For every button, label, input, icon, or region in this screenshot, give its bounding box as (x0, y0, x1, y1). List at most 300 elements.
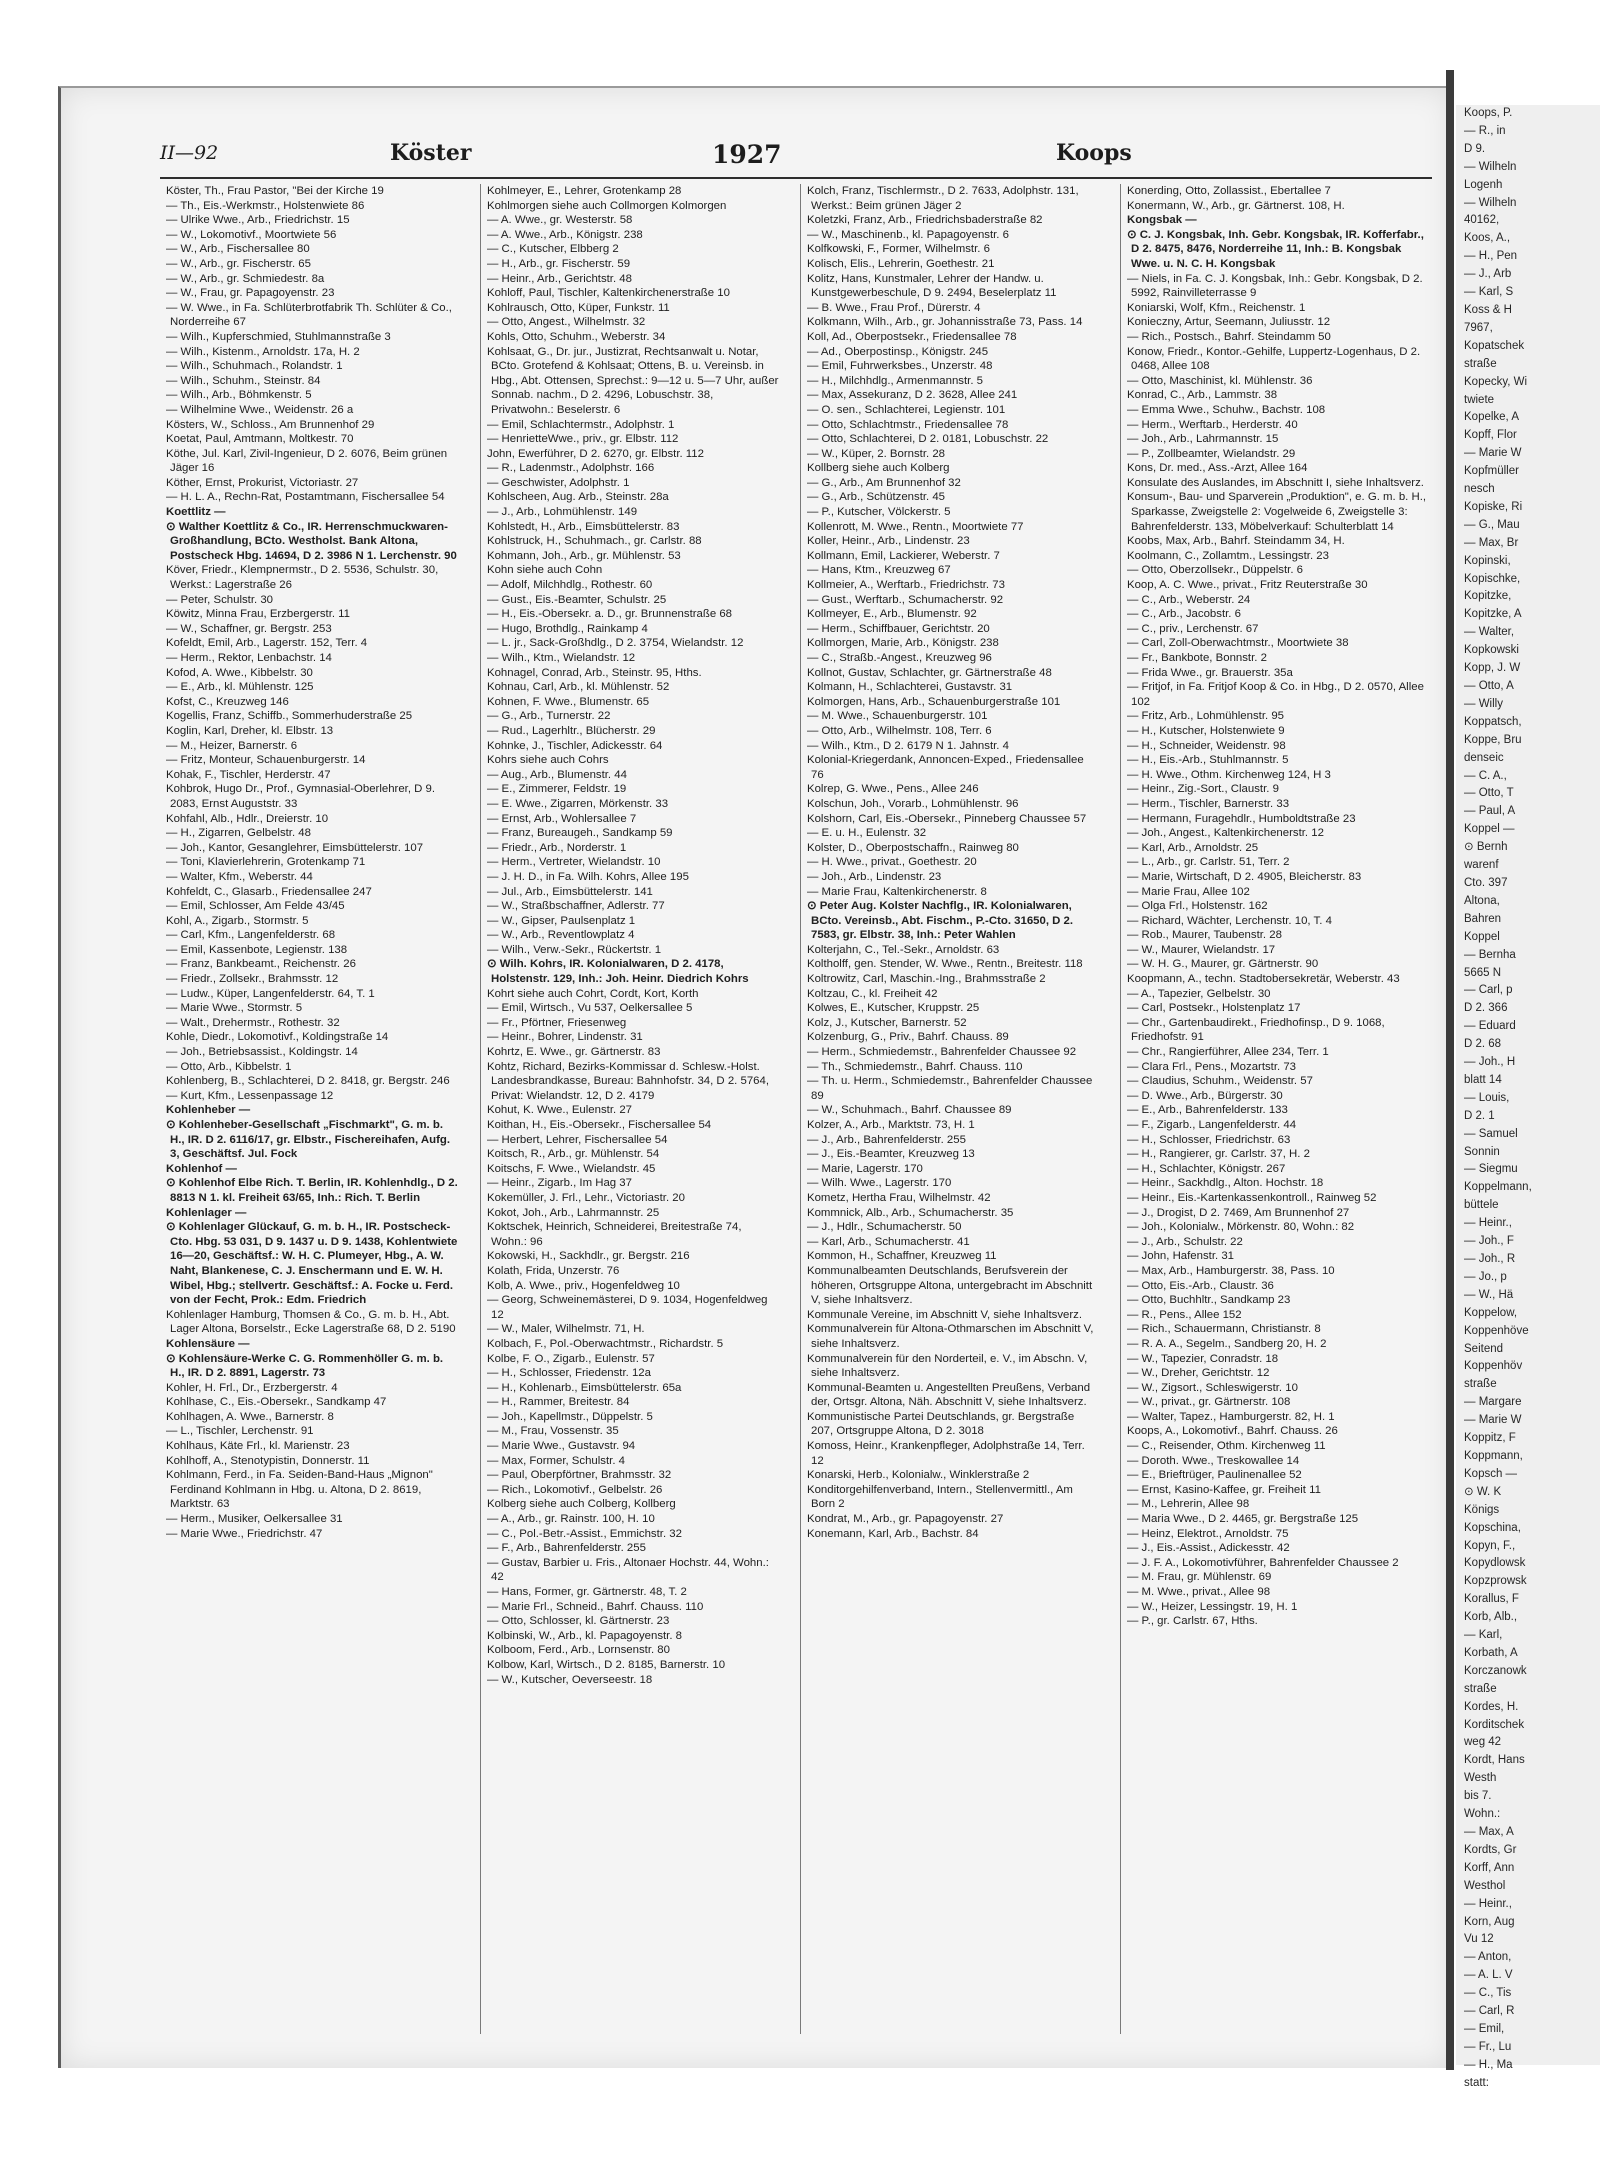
adjacent-page-fragment: — Margare (1464, 1396, 1522, 1409)
directory-entry: — Herm., Tischler, Barnerstr. 33 (1127, 797, 1290, 810)
directory-entry: — Toni, Klavierlehrerin, Grotenkamp 71 (166, 856, 366, 869)
directory-entry: — Wilh., Arb., Böhmkenstr. 5 (166, 389, 312, 402)
directory-entry: Koktschek, Heinrich, Schneiderei, Breitestraße 74, Wohn.: 96 (487, 1221, 742, 1248)
directory-entry: — Walter, Kfm., Weberstr. 44 (166, 870, 313, 883)
directory-entry: — Otto, Maschinist, kl. Mühlenstr. 36 (1127, 374, 1313, 387)
directory-entry: — C., priv., Lerchenstr. 67 (1127, 622, 1259, 635)
directory-entry: — Ernst, Kasino-Kaffee, gr. Freiheit 11 (1127, 1483, 1321, 1496)
adjacent-page-fragment: Korallus, F (1464, 1593, 1519, 1606)
directory-entry: Kofeldt, Emil, Arb., Lagerstr. 152, Terr. 4 (166, 637, 368, 650)
directory-entry: — Geschwister, Adolphstr. 1 (487, 476, 630, 489)
directory-entry: Kollmorgen, Marie, Arb., Königstr. 238 (807, 637, 999, 650)
directory-entry: ⊙ Walther Koettlitz & Co., IR. Herrenschmuckwaren-Großhandlung, BCto. Westholst. Bank Altona, Postscheck Hbg. 14694, D 2. 3986 N 1. Lerchenstr. 90 (166, 520, 457, 562)
adjacent-page-fragment: — Willy (1464, 697, 1503, 710)
directory-entry: Kommunal-Beamten u. Angestellten Preußens, Verband der, Ortsgr. Altona, Näh. Abschnitt V, siehe Inhaltsverz. (807, 1381, 1091, 1409)
directory-entry: — H., Schlosser, Friedrichstr. 63 (1127, 1133, 1291, 1146)
directory-entry: — Wilh. Wwe., Lagerstr. 170 (807, 1177, 952, 1190)
directory-entry: Kolitz, Hans, Kunstmaler, Lehrer der Handw. u. Kunstgewerbeschule, D 9. 2494, Beselerplatz 11 (807, 272, 1057, 300)
adjacent-page-fragment: — H., Ma (1464, 2058, 1513, 2071)
directory-entry: Kohbrok, Hugo Dr., Prof., Gymnasial-Oberlehrer, D 9. 2083, Ernst Auguststr. 33 (166, 783, 436, 810)
directory-entry: Kolfkowski, F., Former, Wilhelmstr. 6 (807, 243, 990, 256)
directory-entry: Kohlenlager — (166, 1206, 247, 1219)
adjacent-page-fragment: — A. L. V (1464, 1969, 1513, 1982)
directory-entry: — D. Wwe., Arb., Bürgerstr. 30 (1127, 1089, 1283, 1102)
adjacent-page-fragment: Korb, Alb., (1464, 1611, 1518, 1624)
directory-entry: — W., Lokomotivf., Moortwiete 56 (166, 228, 337, 241)
directory-entry: Kolmorgen, Hans, Arb., Schauenburgerstraße 101 (807, 695, 1061, 708)
column-3 (800, 184, 1105, 2034)
directory-entry: — Otto, Schlachtmstr., Friedensallee 78 (807, 418, 1009, 431)
directory-entry: — Ulrike Wwe., Arb., Friedrichstr. 15 (166, 214, 350, 227)
directory-entry: — Joh., Arb., Lindenstr. 23 (807, 870, 942, 883)
adjacent-page-fragment: büttele (1464, 1199, 1499, 1212)
adjacent-page-fragment: ⊙ W. K (1464, 1485, 1502, 1498)
directory-entry: — P., Zollbeamter, Wielandstr. 29 (1127, 447, 1296, 460)
directory-entry: Kometz, Hertha Frau, Wilhelmstr. 42 (807, 1191, 991, 1204)
directory-entry: — John, Hafenstr. 31 (1127, 1250, 1235, 1263)
directory-entry: Kohnau, Carl, Arb., kl. Mühlenstr. 52 (487, 681, 670, 694)
adjacent-page-fragment: Koppel (1464, 930, 1500, 943)
directory-entry: — W., Frau, gr. Papagoyenstr. 23 (166, 287, 335, 300)
adjacent-page-fragment: Kopitzke, A (1464, 608, 1522, 621)
directory-entry: — Fritz, Arb., Lohmühlenstr. 95 (1127, 710, 1285, 723)
directory-entry: — Otto, Angest., Wilhelmstr. 32 (487, 316, 646, 329)
directory-entry: Koolmann, C., Zollamtm., Lessingstr. 23 (1127, 549, 1329, 562)
adjacent-page-fragment: Korditschek (1464, 1718, 1525, 1731)
adjacent-page-fragment: warenf (1464, 859, 1499, 872)
adjacent-page-fragment: — Carl, R (1464, 2005, 1515, 2018)
adjacent-page-fragment: — R., in (1464, 124, 1506, 137)
directory-entry: Konieczny, Artur, Seemann, Juliusstr. 12 (1127, 316, 1331, 329)
directory-entry: — Fritjof, in Fa. Fritjof Koop & Co. in Hbg., D 2. 0570, Allee 102 (1127, 681, 1424, 708)
adjacent-page-fragment: Kordt, Hans (1464, 1754, 1525, 1767)
directory-entry: — Th., Schmiedemstr., Bahrf. Chauss. 110 (807, 1060, 1023, 1073)
directory-entry: Koobs, Max, Arb., Bahrf. Steindamm 34, H. (1127, 535, 1345, 548)
directory-entry: — H. Wwe., Othm. Kirchenweg 124, H 3 (1127, 768, 1331, 781)
directory-entry: — Joh., Arb., Lahrmannstr. 15 (1127, 433, 1279, 446)
directory-entry: — A. Wwe., Arb., Königstr. 238 (487, 228, 643, 241)
adjacent-page-fragment: — Samuel (1464, 1127, 1518, 1140)
adjacent-page-fragment: — H., Pen (1464, 250, 1518, 263)
directory-entry: — W., Maschinenb., kl. Papagoyenstr. 6 (807, 228, 1009, 241)
directory-entry: — W., Straßbschaffner, Adlerstr. 77 (487, 900, 665, 913)
adjacent-page-fragment: — Jo., p (1464, 1270, 1507, 1283)
adjacent-page-fragment: — Paul, A (1464, 805, 1516, 818)
directory-entry: — M., Heizer, Barnerstr. 6 (166, 739, 298, 752)
directory-entry: — A. Wwe., gr. Westerstr. 58 (487, 214, 633, 227)
directory-entry: Kohak, F., Tischler, Herderstr. 47 (166, 768, 331, 781)
adjacent-page-fragment: Koppitz, F (1464, 1432, 1516, 1445)
directory-entry: Kokot, Joh., Arb., Lahrmannstr. 25 (487, 1206, 660, 1219)
directory-entry: Köther, Ernst, Prokurist, Victoriastr. 27 (166, 476, 359, 489)
directory-entry: — Herm., Schmiedemstr., Bahrenfelder Chaussee 92 (807, 1046, 1077, 1059)
adjacent-page-fragment: — Bernha (1464, 948, 1516, 961)
directory-entry: — Ad., Oberpostinsp., Königstr. 245 (807, 345, 989, 358)
directory-entry: — B. Wwe., Frau Prof., Dürerstr. 4 (807, 301, 981, 314)
directory-entry: Kommunalverein für den Norderteil, e. V., im Abschn. V, siehe Inhaltsverz. (807, 1352, 1088, 1380)
directory-entry: — Marie Wwe., Stormstr. 5 (166, 1002, 303, 1015)
directory-entry: — Wilh., Ktm., Wielandstr. 12 (487, 652, 636, 664)
directory-entry: Köwitz, Minna Frau, Erzbergerstr. 11 (166, 608, 351, 621)
adjacent-page-fragment: — J., Arb (1464, 268, 1512, 281)
adjacent-page-fragment: Wohn.: (1464, 1808, 1501, 1821)
directory-entry: Kohlscheen, Aug. Arb., Steinstr. 28a (487, 491, 669, 504)
adjacent-page-fragment: — Max, A (1464, 1826, 1514, 1838)
directory-entry: — H. L. A., Rechn-Rat, Postamtmann, Fischersallee 54 (166, 491, 445, 504)
directory-entry: Kohloff, Paul, Tischler, Kaltenkirchenerstraße 10 (487, 287, 730, 300)
adjacent-page-fragment: denseic (1464, 751, 1504, 764)
directory-entry: — Georg, Schweinemästerei, D 9. 1034, Hogenfeldweg 12 (487, 1294, 768, 1321)
directory-entry: Kohlmorgen siehe auch Collmorgen Kolmorgen (487, 199, 727, 212)
directory-entry: — Marie Frau, Allee 102 (1127, 885, 1250, 898)
adjacent-page-fragment: Kopschina, (1464, 1521, 1521, 1534)
adjacent-page-fragment: straße (1464, 1682, 1497, 1695)
directory-entry: — Hugo, Brothdlg., Rainkamp 4 (487, 622, 648, 635)
directory-entry: — Wilh., Kistenm., Arnoldstr. 17a, H. 2 (166, 345, 360, 358)
directory-entry: — Karl, Arb., Schumacherstr. 41 (807, 1235, 970, 1248)
directory-entry: — Herm., Musiker, Oelkersallee 31 (166, 1513, 343, 1526)
directory-entry: Kohlsaat, G., Dr. jur., Justizrat, Rechtsanwalt u. Notar, BCto. Grotefend & Kohlsaat; Ottens, B. u. Vereinsb. in Hbg., Abt. Ottensen, Sprechst.: 9—12 u. 5—7 Uhr, außer Sonnab. nachm., D 2. 4296, Lobuschstr. 38, Privatwohn.: Beselerstr. 6 (487, 345, 779, 416)
adjacent-page-fragment: D 9. (1464, 142, 1486, 155)
directory-entry: — Emil, Fuhrwerksbes., Unzerstr. 48 (807, 360, 993, 373)
directory-entry: — Heinr., Zigarb., Im Hag 37 (487, 1177, 632, 1190)
directory-entry: John, Ewerführer, D 2. 6270, gr. Elbstr. 112 (487, 447, 704, 460)
directory-entry: — Adolf, Milchhdlg., Rothestr. 60 (487, 579, 653, 592)
directory-entry: — H., Schneider, Weidenstr. 98 (1127, 739, 1286, 752)
directory-entry: Kösters, W., Schloss., Am Brunnenhof 29 (166, 418, 375, 431)
directory-entry: Konsum-, Bau- und Sparverein „Produktion", e. G. m. b. H., Sparkasse, Zweigstelle 2: Vogelweide 6, Zweigstelle 3: Bahrenfelderstr. 133, Möbelverkauf: Schulterblatt 14 (1127, 491, 1427, 533)
directory-entry: — R., Pens., Allee 152 (1127, 1308, 1242, 1321)
adjacent-page-fragment: Bahren (1464, 912, 1502, 925)
adjacent-page-fragment: — Heinr., (1464, 1897, 1512, 1910)
directory-entry: Koop, A. C. Wwe., privat., Fritz Reuterstraße 30 (1127, 579, 1368, 592)
directory-entry: Koniarski, Wolf, Kfm., Reichenstr. 1 (1127, 301, 1306, 314)
directory-entry: — Aug., Arb., Blumenstr. 44 (487, 768, 627, 781)
directory-entry: — J., Arb., Schulstr. 22 (1127, 1235, 1243, 1248)
directory-entry: Kohmann, Joh., Arb., gr. Mühlenstr. 53 (487, 549, 681, 562)
directory-entry: — Marie, Lagerstr. 170 (807, 1162, 923, 1175)
adjacent-page-fragment: — Louis, (1464, 1091, 1510, 1104)
directory-entry: — M. Wwe., privat., Allee 98 (1127, 1586, 1271, 1598)
directory-entry: — M. Frau, gr. Mühlenstr. 69 (1127, 1571, 1272, 1584)
directory-year: 1927 (712, 140, 782, 169)
directory-entry: — Heinr., Sackhdlg., Alton. Hochstr. 18 (1127, 1177, 1324, 1190)
directory-entry: — W., Schuhmach., Bahrf. Chaussee 89 (807, 1104, 1012, 1117)
directory-entry: — H., Zigarren, Gelbelstr. 48 (166, 827, 311, 840)
directory-entry: — Fritz, Monteur, Schauenburgerstr. 14 (166, 754, 366, 767)
directory-entry: Kohlensäure — (166, 1337, 250, 1350)
directory-entry: Konditorgehilfenverband, Intern., Stellenvermittl., Am Born 2 (807, 1483, 1073, 1511)
directory-entry: Kolmann, H., Schlachterei, Gustavstr. 31 (807, 681, 1013, 694)
directory-entry: Konsulate des Auslandes, im Abschnitt I, siehe Inhaltsverz. (1127, 476, 1424, 489)
adjacent-page-fragment: — Carl, p (1464, 984, 1513, 997)
directory-entry: — G., Arb., Am Brunnenhof 32 (807, 476, 961, 489)
adjacent-page-fragment: — Otto, A (1464, 680, 1514, 692)
directory-entry: Kommunalverein für Altona-Othmarschen im Abschnitt V, siehe Inhaltsverz. (807, 1323, 1094, 1350)
directory-entry: — P., gr. Carlstr. 67, Hths. (1127, 1615, 1258, 1628)
directory-entry: — J., Eis.-Assist., Adickesstr. 42 (1127, 1542, 1290, 1555)
adjacent-page-fragment: Koppenhöve (1464, 1324, 1529, 1337)
directory-entry: — A., Tapezier, Gelbelstr. 30 (1127, 987, 1271, 1000)
adjacent-page-fragment: — Anton, (1464, 1951, 1512, 1964)
directory-entry: — C., Reisender, Othm. Kirchenweg 11 (1127, 1440, 1326, 1453)
book-spine (1446, 70, 1454, 2070)
directory-entry: — Frida Wwe., gr. Brauerstr. 35a (1127, 666, 1293, 679)
directory-entry: — Emil, Schlachtermstr., Adolphstr. 1 (487, 418, 675, 431)
directory-entry: — A., Arb., gr. Rainstr. 100, H. 10 (487, 1513, 655, 1526)
directory-entry: Kohlenhof — (166, 1162, 237, 1175)
directory-entry: — Joh., Kantor, Gesanglehrer, Eimsbüttelerstr. 107 (166, 841, 424, 854)
directory-entry: Kommnick, Alb., Arb., Schumacherstr. 35 (807, 1206, 1014, 1219)
directory-entry: Kolzer, A., Arb., Marktstr. 73, H. 1 (807, 1119, 975, 1131)
directory-entry: — Otto, Schlachterei, D 2. 0181, Lobuschstr. 22 (807, 433, 1049, 446)
directory-entry: Kohfahl, Alb., Hdlr., Dreierstr. 10 (166, 812, 329, 825)
adjacent-page-fragment: Koss & H (1464, 303, 1512, 316)
directory-entry: Kofod, A. Wwe., Kibbelstr. 30 (166, 666, 313, 679)
directory-entry: Koller, Heinr., Arb., Lindenstr. 23 (807, 535, 970, 548)
directory-entry: — Otto, Buchhltr., Sandkamp 23 (1127, 1294, 1291, 1307)
directory-entry: ⊙ Kohlensäure-Werke C. G. Rommenhöller G. m. b. H., IR. D 2. 8891, Lagerstr. 73 (166, 1352, 444, 1380)
directory-entry: — Joh., Kolonialw., Mörkenstr. 80, Wohn.: 82 (1127, 1221, 1355, 1234)
directory-entry: — Emma Wwe., Schuhw., Bachstr. 108 (1127, 403, 1326, 416)
directory-entry: — Kurt, Kfm., Lessenpassage 12 (166, 1089, 334, 1102)
directory-entry: — C., Pol.-Betr.-Assist., Emmichstr. 32 (487, 1527, 682, 1540)
directory-entry: — W., Kutscher, Oeverseestr. 18 (487, 1673, 653, 1686)
directory-entry: — Max, Former, Schulstr. 4 (487, 1454, 625, 1467)
adjacent-page-fragment: weg 42 (1464, 1736, 1502, 1749)
adjacent-page-fragment: Koppelow, (1464, 1306, 1518, 1319)
directory-entry: — Otto, Eis.-Arb., Claustr. 36 (1127, 1279, 1274, 1292)
directory-entry: — E. u. H., Eulenstr. 32 (807, 827, 927, 840)
directory-entry: — Heinr., Arb., Gerichtstr. 48 (487, 272, 632, 285)
directory-entry: Koithan, H., Eis.-Obersekr., Fischersallee 54 (487, 1119, 712, 1131)
directory-entry: — Th. u. Herm., Schmiedemstr., Bahrenfelder Chaussee 89 (807, 1075, 1093, 1102)
directory-entry: — W., Zigsort., Schleswigerstr. 10 (1127, 1381, 1298, 1394)
directory-entry: — W., Arb., gr. Fischerstr. 65 (166, 257, 311, 270)
directory-entry: Kohfeldt, C., Glasarb., Friedensallee 247 (166, 885, 372, 898)
directory-entry: Kohlhase, C., Eis.-Obersekr., Sandkamp 47 (166, 1396, 387, 1409)
adjacent-page-fragment: ⊙ Bernh (1464, 841, 1508, 854)
adjacent-page-fragment: 40162, (1464, 214, 1500, 227)
directory-entry: — W., privat., gr. Gärtnerstr. 108 (1127, 1396, 1291, 1409)
adjacent-page-fragment: Kopzprowsk (1464, 1575, 1527, 1588)
directory-entry: — G., Arb., Schützenstr. 45 (807, 491, 946, 504)
adjacent-page-fragment: Korn, Aug (1464, 1915, 1515, 1928)
directory-entry: Koltrowitz, Carl, Maschin.-Ing., Brahmsstraße 2 (807, 973, 1046, 986)
column-2 (480, 184, 785, 2034)
directory-entry: Kohrtz, E. Wwe., gr. Gärtnerstr. 83 (487, 1046, 661, 1059)
directory-entry: — R., Ladenmstr., Adolphstr. 166 (487, 462, 655, 475)
directory-entry: Kolbow, Karl, Wirtsch., D 2. 8185, Barnerstr. 10 (487, 1658, 726, 1671)
adjacent-page-fragment: Vu 12 (1464, 1933, 1494, 1946)
adjacent-page-fragment: — Max, Br (1464, 536, 1519, 549)
directory-entry: — Franz, Bureaugeh., Sandkamp 59 (487, 827, 673, 840)
adjacent-page-fragment: Kopkowski (1464, 644, 1519, 657)
directory-entry: — Heinr., Zig.-Sort., Claustr. 9 (1127, 783, 1279, 796)
directory-entry: Kofst, C., Kreuzweg 146 (166, 695, 289, 708)
directory-entry: Komoss, Heinr., Krankenpfleger, Adolphstraße 14, Terr. 12 (807, 1440, 1085, 1467)
adjacent-page-fragment: blatt 14 (1464, 1073, 1502, 1086)
directory-entry: — C., Kutscher, Elbberg 2 (487, 243, 619, 256)
directory-entry: — Marie Frl., Schneid., Bahrf. Chauss. 110 (487, 1600, 704, 1613)
directory-entry: Kollnot, Gustav, Schlachter, gr. Gärtnerstraße 48 (807, 666, 1052, 679)
adjacent-page-fragment: Koppmann, (1464, 1449, 1523, 1462)
directory-entry: Kohlhoff, A., Stenotypistin, Donnerstr. 11 (166, 1454, 370, 1467)
directory-entry: — Joh., Kapellmstr., Düppelstr. 5 (487, 1410, 653, 1423)
adjacent-page-fragment: Sonnin (1464, 1145, 1500, 1158)
adjacent-page-edge (1456, 105, 1600, 2089)
adjacent-page-fragment: — Marie W (1464, 1414, 1522, 1427)
directory-entry: — Otto, Arb., Wilhelmstr. 108, Terr. 6 (807, 724, 992, 737)
adjacent-page-fragment: Koos, A., (1464, 232, 1511, 245)
directory-entry: Kohlmann, Ferd., in Fa. Seiden-Band-Haus „Mignon" Ferdinand Kohlmann in Hbg. u. Altona, D 2. 8619, Marktstr. 63 (166, 1469, 433, 1511)
adjacent-page-fragment: bis 7. (1464, 1790, 1492, 1803)
adjacent-page-fragment: Koppelmann, (1464, 1181, 1532, 1194)
directory-entry: ⊙ Wilh. Kohrs, IR. Kolonialwaren, D 2. 4178, Holstenstr. 129, Inh.: Joh. Heinr. Diedrich Kohrs (487, 958, 749, 986)
directory-entry: — Max, Assekuranz, D 2. 3628, Allee 241 (807, 389, 1018, 402)
adjacent-page-fragment: — Fr., Lu (1464, 2040, 1512, 2053)
directory-entry: — L., Tischler, Lerchenstr. 91 (166, 1425, 314, 1438)
adjacent-page-fragment: Kopsch — (1464, 1467, 1518, 1480)
directory-entry: — Rich., Postsch., Bahrf. Steindamm 50 (1127, 330, 1331, 343)
directory-entry: Kohnen, F. Wwe., Blumenstr. 65 (487, 695, 650, 708)
page-number: II—92 (160, 142, 219, 164)
column-4 (1120, 184, 1433, 2034)
adjacent-page-fragment: Kordts, Gr (1464, 1843, 1517, 1856)
directory-entry: — Franz, Bankbeamt., Reichenstr. 26 (166, 958, 356, 971)
directory-entry: — H., Kutscher, Holstenwiete 9 (1127, 724, 1285, 737)
directory-entry: Kolterjahn, C., Tel.-Sekr., Arnoldstr. 63 (807, 943, 1000, 956)
directory-entry: — L., Arb., gr. Carlstr. 51, Terr. 2 (1127, 856, 1290, 869)
directory-entry: — Joh., Angest., Kaltenkirchenerstr. 12 (1127, 827, 1324, 840)
directory-entry: — Doroth. Wwe., Treskowallee 14 (1127, 1454, 1300, 1467)
directory-entry: — Heinr., Eis.-Kartenkassenkontroll., Rainweg 52 (1127, 1191, 1377, 1204)
directory-entry: Koetat, Paul, Amtmann, Moltkestr. 70 (166, 433, 354, 446)
adjacent-page-fragment: Logenh (1464, 178, 1503, 191)
directory-entry: — F., Arb., Bahrenfelderstr. 255 (487, 1542, 646, 1555)
directory-entry: — C., Straßb.-Angest., Kreuzweg 96 (807, 652, 992, 664)
directory-entry: Konermann, W., Arb., gr. Gärtnerst. 108, H. (1127, 199, 1345, 212)
directory-entry: — Peter, Schulstr. 30 (166, 593, 273, 606)
directory-entry: ⊙ C. J. Kongsbak, Inh. Gebr. Kongsbak, IR. Kofferfabr., D 2. 8475, 8476, Norderreihe 11, Inh.: B. Kongsbak Wwe. u. N. C. H. Kongsbak (1127, 228, 1424, 270)
directory-entry: — C., Arb., Weberstr. 24 (1127, 593, 1251, 606)
directory-entry: — H., Eis.-Obersekr. a. D., gr. Brunnenstraße 68 (487, 608, 732, 621)
first-headword: Köster (390, 140, 472, 166)
directory-entry: — J., Eis.-Beamter, Kreuzweg 13 (807, 1148, 975, 1161)
adjacent-page-fragment: — Heinr., (1464, 1217, 1512, 1230)
directory-entry: Kondrat, M., Arb., gr. Papagoyenstr. 27 (807, 1513, 1004, 1526)
directory-entry: Koops, A., Lokomotivf., Bahrf. Chauss. 26 (1127, 1425, 1338, 1438)
directory-entry: Kohlhaus, Käte Frl., kl. Marienstr. 23 (166, 1440, 350, 1453)
directory-entry: Kommunale Vereine, im Abschnitt V, siehe Inhaltsverz. (807, 1308, 1082, 1321)
directory-entry: — Wilh., Ktm., D 2. 6179 N 1. Jahnstr. 4 (807, 739, 1009, 752)
directory-entry: Kolboom, Ferd., Arb., Lornsenstr. 80 (487, 1644, 670, 1657)
adjacent-page-fragment: — Joh., H (1464, 1056, 1516, 1069)
directory-entry: Koll, Ad., Oberpostsekr., Friedensallee 78 (807, 330, 1017, 343)
directory-entry: — Ernst, Arb., Wohlersallee 7 (487, 812, 637, 825)
directory-entry: Kolwes, E., Kutscher, Kruppstr. 25 (807, 1002, 980, 1015)
directory-entry: Kohrs siehe auch Cohrs (487, 754, 609, 767)
directory-entry: — Jul., Arb., Eimsbüttelerstr. 141 (487, 885, 653, 898)
directory-entry: Kollmeyer, E., Arb., Blumenstr. 92 (807, 608, 977, 621)
directory-entry: — H., Milchhdlg., Armenmannstr. 5 (807, 374, 983, 387)
directory-entry: — Rich., Lokomotivf., Gelbelstr. 26 (487, 1483, 663, 1496)
directory-entry: — Th., Eis.-Werkmstr., Holstenwiete 86 (166, 199, 365, 212)
directory-entry: — Marie Wwe., Friedrichstr. 47 (166, 1527, 323, 1540)
directory-entry: — Chr., Rangierführer, Allee 234, Terr. 1 (1127, 1046, 1329, 1059)
directory-entry: — Otto, Arb., Kibbelstr. 1 (166, 1060, 292, 1073)
adjacent-page-fragment: 5665 N (1464, 966, 1502, 979)
adjacent-page-fragment: Kopff, Flor (1464, 429, 1517, 442)
directory-entry: — Paul, Oberpförtner, Brahmsstr. 32 (487, 1469, 672, 1482)
directory-entry: — Walter, Tapez., Hamburgerstr. 82, H. 1 (1127, 1410, 1335, 1423)
adjacent-page-fragment: Kopiske, Ri (1464, 500, 1523, 513)
directory-entry: Koettlitz — (166, 506, 226, 519)
directory-entry: Konarski, Herb., Kolonialw., Winklerstraße 2 (807, 1469, 1030, 1482)
directory-entry: — L. jr., Sack-Großhdlg., D 2. 3754, Wielandstr. 12 (487, 637, 744, 650)
directory-entry: — W., Heizer, Lessingstr. 19, H. 1 (1127, 1600, 1298, 1613)
directory-entry: — E. Wwe., Zigarren, Mörkenstr. 33 (487, 797, 669, 810)
adjacent-page-fragment: 7967, (1464, 321, 1493, 334)
directory-entry: — Otto, Schlosser, kl. Gärtnerstr. 23 (487, 1615, 670, 1628)
directory-entry: Kohls, Otto, Schuhm., Weberstr. 34 (487, 330, 666, 343)
adjacent-page-fragment: Kopischke, (1464, 572, 1521, 585)
adjacent-page-fragment: — G., Mau (1464, 518, 1520, 531)
directory-entry: — J. H. D., in Fa. Wilh. Kohrs, Allee 195 (487, 870, 689, 883)
directory-entry: Koitschs, F. Wwe., Wielandstr. 45 (487, 1162, 656, 1175)
directory-entry: — J., Arb., Lohmühlenstr. 149 (487, 506, 638, 519)
directory-entry: Kolbinski, W., Arb., kl. Papagoyenstr. 8 (487, 1629, 683, 1642)
adjacent-page-fragment: Westh (1464, 1772, 1497, 1785)
directory-entry: — Fr., Pförtner, Friesenweg (487, 1016, 627, 1029)
directory-entry: — M., Lehrerin, Allee 98 (1127, 1498, 1250, 1511)
directory-entry: — H., Schlosser, Friedenstr. 12a (487, 1367, 651, 1380)
directory-entry: Kommunistische Partei Deutschlands, gr. Bergstraße 207, Ortsgruppe Altona, D 2. 3018 (807, 1410, 1075, 1438)
directory-entry: — Otto, Oberzollsekr., Düppelstr. 6 (1127, 564, 1303, 577)
adjacent-page-fragment: Koppel — (1464, 823, 1515, 836)
adjacent-page-fragment: D 2. 1 (1464, 1109, 1495, 1122)
directory-entry: — Olga Frl., Holstenstr. 162 (1127, 900, 1268, 913)
adjacent-page-fragment: Korczanowk (1464, 1664, 1527, 1677)
directory-entry: — Hans, Ktm., Kreuzweg 67 (807, 564, 951, 577)
directory-entry: Kogellis, Franz, Schiffb., Sommerhuderstraße 25 (166, 710, 413, 723)
directory-entry: Kolshorn, Carl, Eis.-Obersekr., Pinneberg Chaussee 57 (807, 812, 1087, 825)
adjacent-page-fragment: Kopp, J. W (1464, 662, 1521, 675)
directory-entry: — E., Arb., kl. Mühlenstr. 125 (166, 681, 314, 694)
directory-entry: ⊙ Kohlenlager Glückauf, G. m. b. H., IR. Postscheck-Cto. Hbg. 53 031, D 9. 1437 u. D 9. 1438, Kohlentwiete 16—20, Geschäftsf.: W. H. C. Plumeyer, Hbg., A. W. Naht, Blankenese, C. J. Enschermann und E. W. H. Wibel, Hbg.; stellvertr. Geschäftsf.: A. Focke u. Ferd. von der Fecht, Prok.: Edm. Friedrich (166, 1221, 458, 1307)
directory-entry: Kohle, Diedr., Lokomotivf., Koldingstraße 14 (166, 1031, 389, 1044)
adjacent-page-fragment: — Karl, S (1464, 286, 1514, 299)
directory-entry: — Herm., Werftarb., Herderstr. 40 (1127, 418, 1298, 431)
directory-entry: — Emil, Kassenbote, Legienstr. 138 (166, 943, 348, 956)
directory-entry: Kohlmeyer, E., Lehrer, Grotenkamp 28 (487, 185, 682, 197)
adjacent-page-fragment: statt: (1464, 2076, 1489, 2089)
directory-entry: Kons, Dr. med., Ass.-Arzt, Allee 164 (1127, 462, 1308, 475)
directory-entry: — E., Brieftrüger, Paulinenallee 52 (1127, 1469, 1302, 1482)
directory-entry: — H., Rangierer, gr. Carlstr. 37, H. 2 (1127, 1148, 1310, 1161)
adjacent-page-fragment: straße (1464, 357, 1497, 370)
directory-entry: — E., Zimmerer, Feldstr. 19 (487, 783, 627, 796)
adjacent-page-fragment: Kopyn, F., (1464, 1539, 1516, 1552)
directory-entry: — Karl, Arb., Arnoldstr. 25 (1127, 841, 1259, 854)
directory-entry: Koltzau, C., kl. Freiheit 42 (807, 987, 938, 1000)
directory-entry: — Niels, in Fa. C. J. Kongsbak, Inh.: Gebr. Kongsbak, D 2. 5992, Rainvilleterrasse 9 (1127, 272, 1423, 300)
directory-entry: Koopmann, A., techn. Stadtobersekretär, Weberstr. 43 (1127, 973, 1400, 986)
directory-entry: — E., Arb., Bahrenfelderstr. 133 (1127, 1104, 1288, 1117)
directory-entry: Kolath, Frida, Unzerstr. 76 (487, 1264, 620, 1277)
adjacent-page-fragment: Korff, Ann (1464, 1861, 1515, 1874)
directory-entry: — Carl, Postsekr., Holstenplatz 17 (1127, 1002, 1301, 1015)
